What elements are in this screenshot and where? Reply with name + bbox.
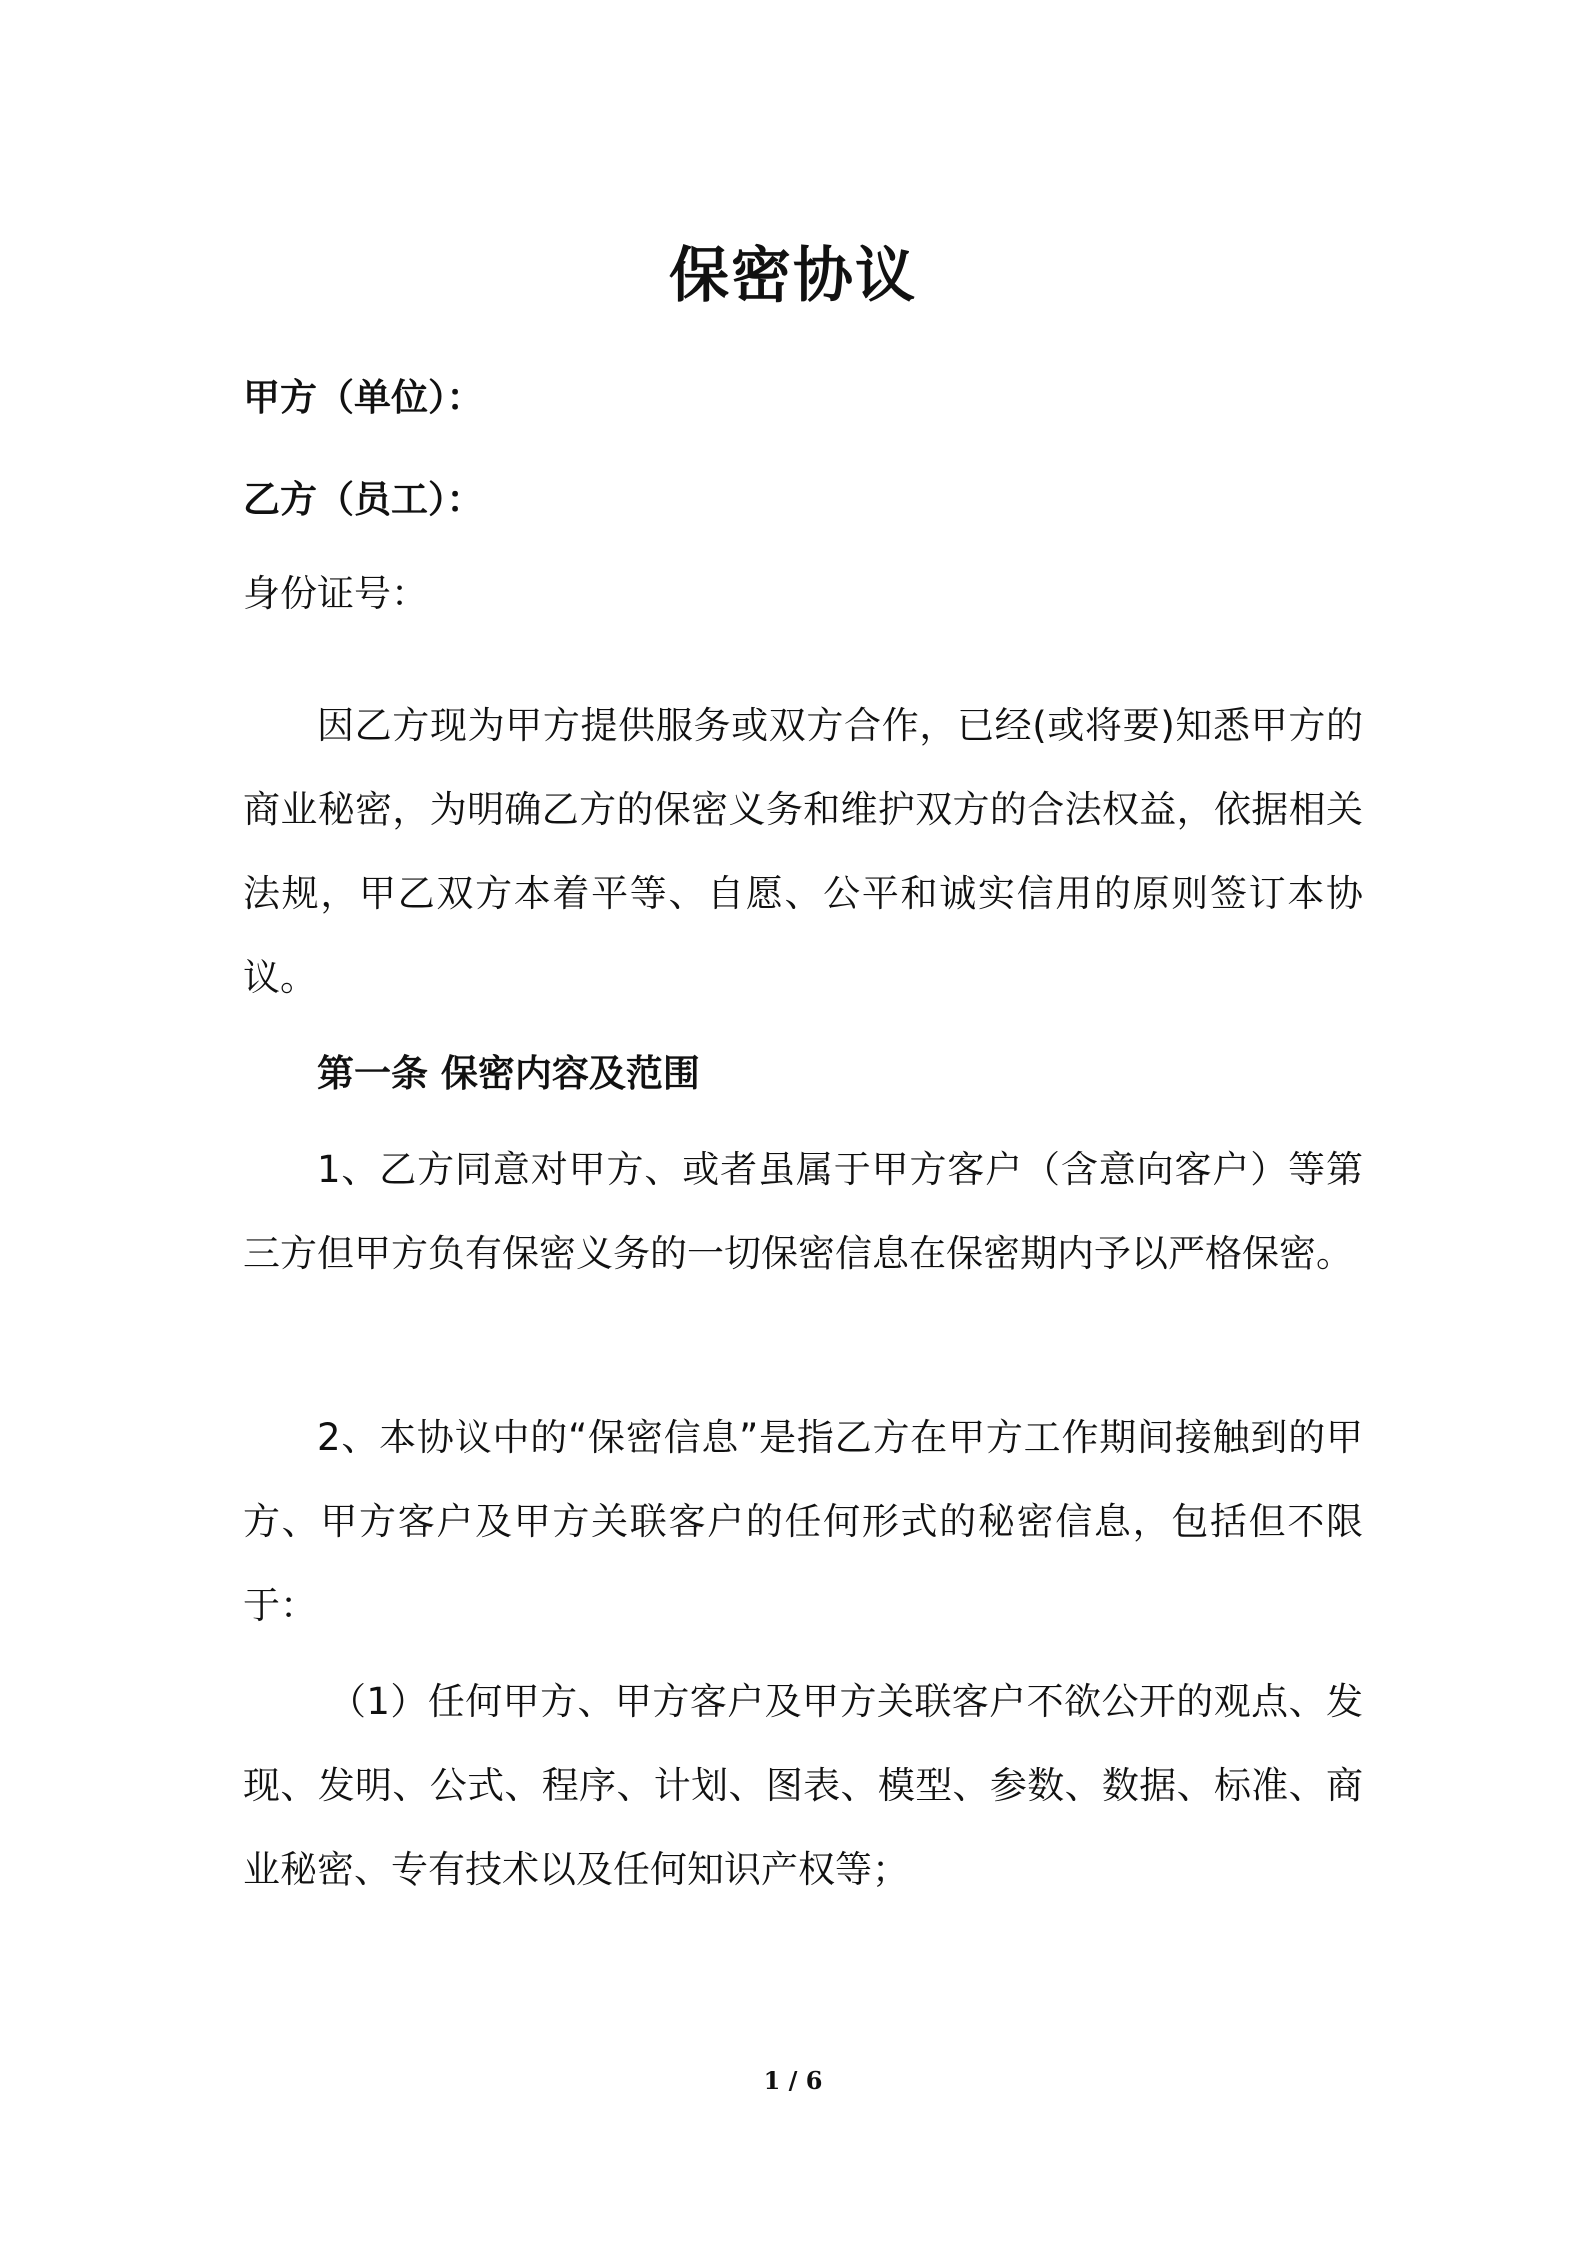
article-1-heading: 第一条 保密内容及范围 xyxy=(317,1052,700,1095)
party-b-label: 乙方（员工）： xyxy=(243,478,484,521)
party-a-label: 甲方（单位）： xyxy=(243,376,484,419)
id-number-label: 身份证号： xyxy=(243,572,428,615)
preamble-paragraph: 因乙方现为甲方提供服务或双方合作，已经(或将要)知悉甲方的商业秘密，为明确乙方的保密义务和维护双方的合法权益，依据相关法规，甲乙双方本着平等、自愿、公平和诚实信用的原则签订本协议。 xyxy=(243,704,1363,999)
clause-2-paragraph: 2、本协议中的“保密信息”是指乙方在甲方工作期间接触到的甲方、甲方客户及甲方关联客户的任何形式的秘密信息，包括但不限于： xyxy=(243,1416,1363,1627)
document-title: 保密协议 xyxy=(669,241,917,311)
item-1-paragraph: （1）任何甲方、甲方客户及甲方关联客户不欲公开的观点、发现、发明、公式、程序、计划、图表、模型、参数、数据、标准、商业秘密、专有技术以及任何知识产权等； xyxy=(243,1680,1363,1891)
clause-1-paragraph: 1、乙方同意对甲方、或者虽属于甲方客户（含意向客户）等第三方但甲方负有保密义务的一切保密信息在保密期内予以严格保密。 xyxy=(243,1148,1363,1275)
page-number: 1 / 6 xyxy=(763,2066,823,2095)
